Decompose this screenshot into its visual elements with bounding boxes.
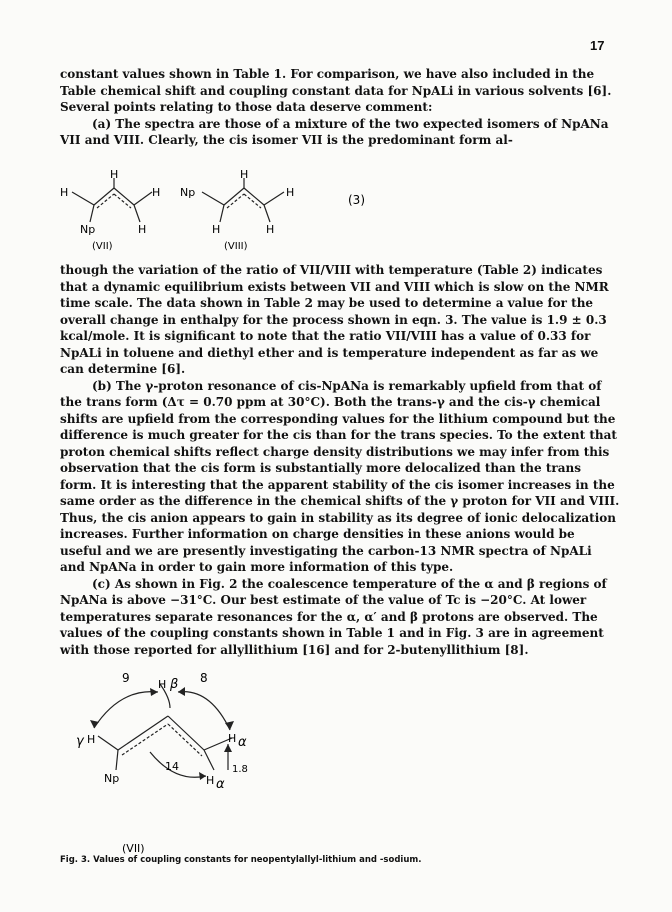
equation-number: (3) (348, 193, 365, 207)
atom-label: H (266, 223, 275, 236)
isomer-scheme (52, 170, 472, 252)
alpha-label: α (216, 777, 225, 792)
atom-label: H (212, 223, 221, 236)
atom-label: H (138, 223, 147, 236)
coupling-8: 8 (200, 671, 208, 685)
compound-label: (VII) (92, 241, 113, 252)
atom-label: H (240, 170, 249, 181)
coupling-1-8: 1.8 (232, 764, 248, 775)
atom-label: Np (104, 772, 120, 785)
coupling-9: 9 (122, 671, 130, 685)
paragraph: though the variation of the ratio of VII/VIII with temperature (Table 2) indicates that a dynamic equilibrium exists between VII and VIII which is slow on the NMR time scale. The data shown in Table 2 may be used to determine a value for the overall change in enthalpy for the process shown in eqn. 3. The value is 1.9 ± 0.3 kcal/mole. It is significant to note that the ratio VII/VIII has a value of 0.33 for NpALi in toluene and diethyl ether and is temperature independent as far as we can determine [6]. (60, 263, 609, 376)
paragraph-top (60, 66, 620, 149)
atom-label: H (158, 678, 167, 691)
atom-label: H (228, 732, 237, 745)
atom-label: H (87, 733, 96, 746)
paragraph: (b) The γ-proton resonance of cis-NpANa is remarkably upfield from that of the trans form (Δτ = 0.70 ppm at 30°C). Both the trans-γ and the cis-γ chemical shifts are upfield from the corresponding values for the lithium compound but the difference is much greater for the cis than for the trans species. To the extent that proton chemical shifts reflect charge density distributions we may infer from this observation that the cis form is substantially more delocalized than the trans form. It is interesting that the apparent stability of the cis isomer increases in the same order as the difference in the chemical shifts of the γ proton for VII and VIII. Thus, the cis anion appears to gain in stability as its degree of ionic delocalization increases. Further information on charge densities in these anions would be useful and we are presently investigating the carbon-13 NMR spectra of NpALi and NpANa in order to gain more information of this type. (60, 378, 620, 574)
paragraph: (a) The spectra are those of a mixture of the two expected isomers of NpANa VII and VIII. Clearly, the cis isomer VII is the predominant form al- (60, 116, 609, 147)
paragraph-main (60, 262, 620, 658)
beta-label: β (170, 677, 179, 692)
gamma-label: γ (76, 734, 84, 749)
coupling-diagram (20, 658, 320, 858)
figure-compound-label: (VII) (122, 842, 145, 855)
paragraph: (c) As shown in Fig. 2 the coalescence temperature of the α and β regions of NpANa is above −31°C. Our best estimate of the value of Tc is −20°C. At lower temperatures separate resonances for the α, α′ and β protons are observed. The values of the coupling constants shown in Table 1 and in Fig. 3 are in agreement with those reported for allyllithium [16] and for 2-butenyllithium [8]. (60, 576, 607, 657)
atom-label: H (152, 186, 161, 199)
paragraph: constant values shown in Table 1. For comparison, we have also included in the Table chemical shift and coupling constant data for NpALi in various solvents [6]. Several points relating to those data deserve comment: (60, 67, 612, 114)
atom-label: H (286, 186, 295, 199)
compound-label: (VIII) (224, 241, 248, 252)
alpha-prime-label: α (238, 735, 247, 750)
figure-caption: Fig. 3. Values of coupling constants for neopentylallyl-lithium and -sodium. (60, 855, 422, 865)
atom-label: H (60, 186, 69, 199)
figure-3 (20, 658, 320, 858)
isomer-structures (52, 170, 472, 252)
coupling-14: 14 (165, 760, 179, 773)
page-number: 17 (590, 38, 605, 53)
atom-label: Np (180, 186, 196, 199)
atom-label: Np (80, 223, 96, 236)
atom-label: H (110, 170, 119, 181)
atom-label: H (206, 774, 215, 787)
